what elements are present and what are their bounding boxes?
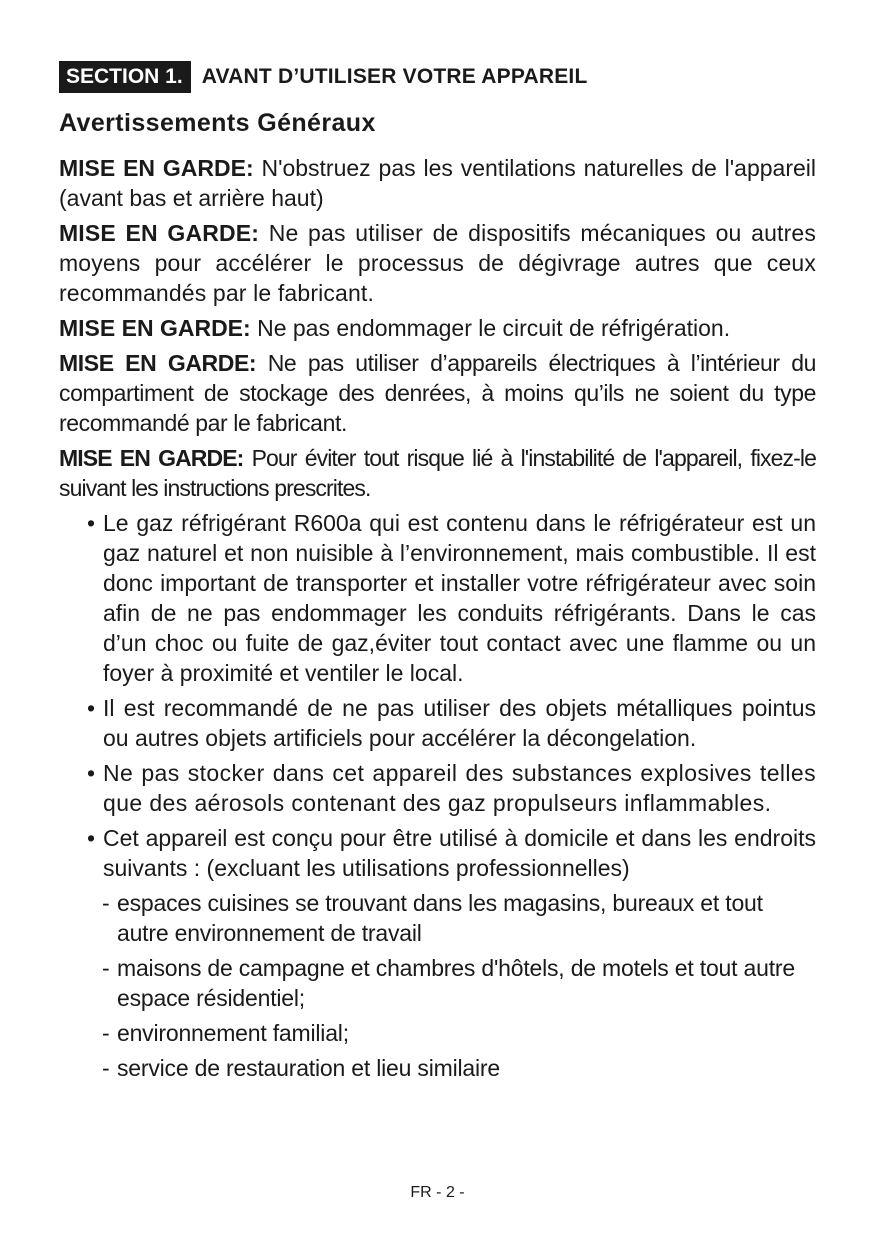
- warning-text: Pour éviter tout risque lié à l'instabilité de l'appareil, fixez-le suivant les instructions prescrites.: [59, 445, 816, 501]
- warning-paragraph: [59, 153, 816, 213]
- dash-item: [59, 1018, 816, 1048]
- bullet-list: [59, 508, 816, 1083]
- document-page: [59, 60, 816, 1088]
- dash-item: [59, 953, 816, 1013]
- dash-item: [59, 1053, 816, 1083]
- section-header: [59, 60, 816, 94]
- dash-text: service de restauration et lieu similaire: [117, 1055, 500, 1081]
- bullet-text: Il est recommandé de ne pas utiliser des objets métalliques pointus ou autres objets artificiels pour accélérer la décongelation.: [103, 695, 816, 751]
- dash-text: espaces cuisines se trouvant dans les magasins, bureaux et tout autre environnement de travail: [117, 890, 763, 946]
- bullet-item: [59, 508, 816, 688]
- warning-paragraph: [59, 313, 816, 343]
- dash-text: environnement familial;: [117, 1020, 349, 1046]
- warning-paragraph: [59, 443, 816, 503]
- bullet-marker: •: [87, 760, 96, 786]
- bullet-item: [59, 823, 816, 883]
- warning-label: MISE EN GARDE:: [59, 350, 257, 376]
- warning-text: N'obstruez pas les ventilations naturelles de l'appareil (avant bas et arrière haut): [59, 155, 816, 211]
- warnings-list: [59, 153, 816, 503]
- bullet-text: Ne pas stocker dans cet appareil des substances explosives telles que des aérosols contenant des gaz propulseurs inflammables.: [103, 760, 816, 816]
- bullet-text: Cet appareil est conçu pour être utilisé à domicile et dans les endroits suivants : (excluant les utilisations professionnelles): [103, 825, 816, 881]
- dash-text: maisons de campagne et chambres d'hôtels, de motels et tout autre espace résidentiel;: [117, 955, 795, 1011]
- bullet-text: Le gaz réfrigérant R600a qui est contenu dans le réfrigérateur est un gaz naturel et non nuisible à l’environnement, mais combustible. Il est donc important de transporter et installer votre réfrigérateur avec soin afin de ne pas endommager les conduits réfrigérants. Dans le cas d’un choc ou fuite de gaz,éviter tout contact avec une flamme ou un foyer à proximité et ventiler le local.: [103, 510, 816, 686]
- bullet-marker: •: [87, 695, 96, 721]
- bullet-marker: •: [87, 825, 96, 851]
- section-title: AVANT D’UTILISER VOTRE APPAREIL: [201, 65, 588, 88]
- dash-item: [59, 888, 816, 948]
- page-number: FR - 2 -: [410, 1184, 465, 1201]
- warning-label: MISE EN GARDE:: [59, 315, 251, 341]
- dash-marker: -: [102, 1055, 110, 1081]
- warning-paragraph: [59, 348, 816, 438]
- page-subtitle: Avertissements Généraux: [59, 109, 376, 137]
- warning-text: Ne pas endommager le circuit de réfrigération.: [250, 315, 731, 341]
- dash-marker: -: [102, 890, 110, 916]
- section-badge: SECTION 1.: [59, 61, 191, 93]
- bullet-item: [59, 693, 816, 753]
- dash-marker: -: [102, 955, 110, 981]
- warning-label: MISE EN GARDE:: [59, 155, 254, 181]
- warning-text: Ne pas utiliser de dispositifs mécaniques ou autres moyens pour accélérer le processus de dégivrage autres que ceux recommandés par le fabricant.: [59, 220, 816, 306]
- warning-label: MISE EN GARDE:: [59, 220, 260, 246]
- dash-marker: -: [102, 1020, 110, 1046]
- warning-text: Ne pas utiliser d’appareils électriques à l’intérieur du compartiment de stockage des denrées, à moins qu’ils ne soient du type recommandé par le fabricant.: [59, 350, 816, 436]
- warning-label: MISE EN GARDE:: [59, 445, 244, 471]
- bullet-marker: •: [87, 510, 96, 536]
- bullet-item: [59, 758, 816, 818]
- warning-paragraph: [59, 218, 816, 308]
